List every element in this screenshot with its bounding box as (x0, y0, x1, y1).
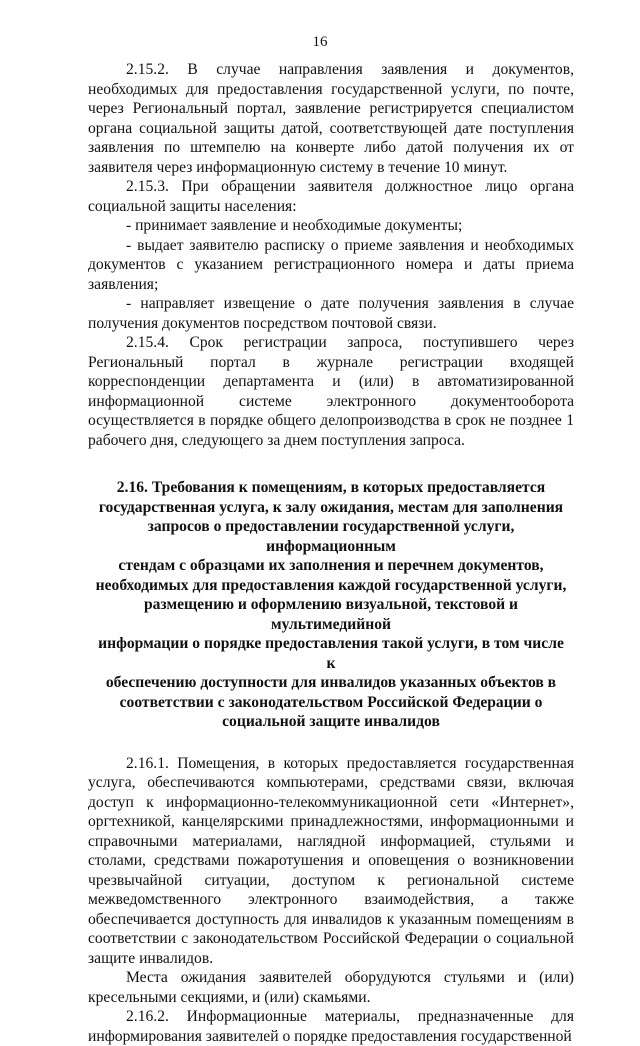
list-item-sends-notice: - направляет извещение о дате получения заявления в случае получения документов посредством почтовой связи. (88, 295, 574, 332)
heading-line: необходимых для предоставления каждой государственной услуги, (95, 576, 567, 594)
paragraph-2-16-2: 2.16.2. Информационные материалы, предназначенные для информирования заявителей о порядке предоставления государственной (88, 1008, 574, 1045)
page-number: 16 (312, 34, 328, 50)
list-item-accepts-application: - принимает заявление и необходимые документы; (126, 217, 463, 234)
section-heading-2-16 (88, 478, 574, 732)
heading-line: размещению и оформлению визуальной, текстовой и мультимедийной (143, 596, 519, 633)
heading-line: соответствии с законодательством Российской Федерации о (119, 693, 543, 711)
paragraph-2-15-2: 2.15.2. В случае направления заявления и документов, необходимых для предоставления государственной услуги, по почте, через Региональный портал, заявление регистрируется специалистом органа социальной защиты датой, соответствующей дате поступления заявления по штемпелю на конверте либо датой получения их от заявителя через информационную систему в течение 10 минут. (88, 61, 574, 176)
heading-line: информации о порядке предоставления такой услуги, в том числе к (98, 635, 564, 672)
list-item-issues-receipt: - выдает заявителю расписку о приеме заявления и необходимых документов с указанием регистрационного номера и даты приема заявления; (88, 236, 574, 293)
paragraph-waiting-areas: Места ожидания заявителей оборудуются стульями и (или) кресельными секциями, и (или) скамьями. (88, 969, 574, 1006)
paragraph-2-16-1: 2.16.1. Помещения, в которых предоставляется государственная услуга, обеспечиваются компьютерами, средствами связи, включая доступ к информационно-телекоммуникационной сети «Интернет», оргтехникой, канцелярскими принадлежностями, информационными и справочными материалами, наглядной информацией, стульями и столами, средствами пожаротушения и оповещения о возникновении чрезвычайной ситуации, доступом к региональной системе межведомственного электронного взаимодействия, а также обеспечивается доступность для инвалидов к указанным помещениям в соответствии с законодательством Российской Федерации о социальной защите инвалидов. (88, 754, 574, 967)
heading-line: запросов о предоставлении государственной услуги, информационным (147, 518, 515, 555)
heading-line: обеспечению доступности для инвалидов указанных объектов в (105, 674, 557, 691)
heading-line: социальной защите инвалидов (222, 713, 440, 730)
heading-line: стендам с образцами их заполнения и перечнем документов, (118, 557, 544, 574)
document-body (88, 60, 574, 1046)
paragraph-2-15-4: 2.15.4. Срок регистрации запроса, поступившего через Региональный портал в журнале регистрации входящей корреспонденции департамента и (или) в автоматизированной информационной системе электронного документооборота осуществляется в порядке общего делопроизводства в срок не позднее 1 рабочего дня, следующего за днем поступления запроса. (88, 334, 574, 449)
paragraph-2-15-3: 2.15.3. При обращении заявителя должностное лицо органа социальной защиты населения: (88, 178, 574, 215)
heading-line: государственная услуга, к залу ожидания, местам для заполнения (98, 498, 564, 516)
heading-line: 2.16. Требования к помещениям, в которых предоставляется (116, 479, 546, 496)
